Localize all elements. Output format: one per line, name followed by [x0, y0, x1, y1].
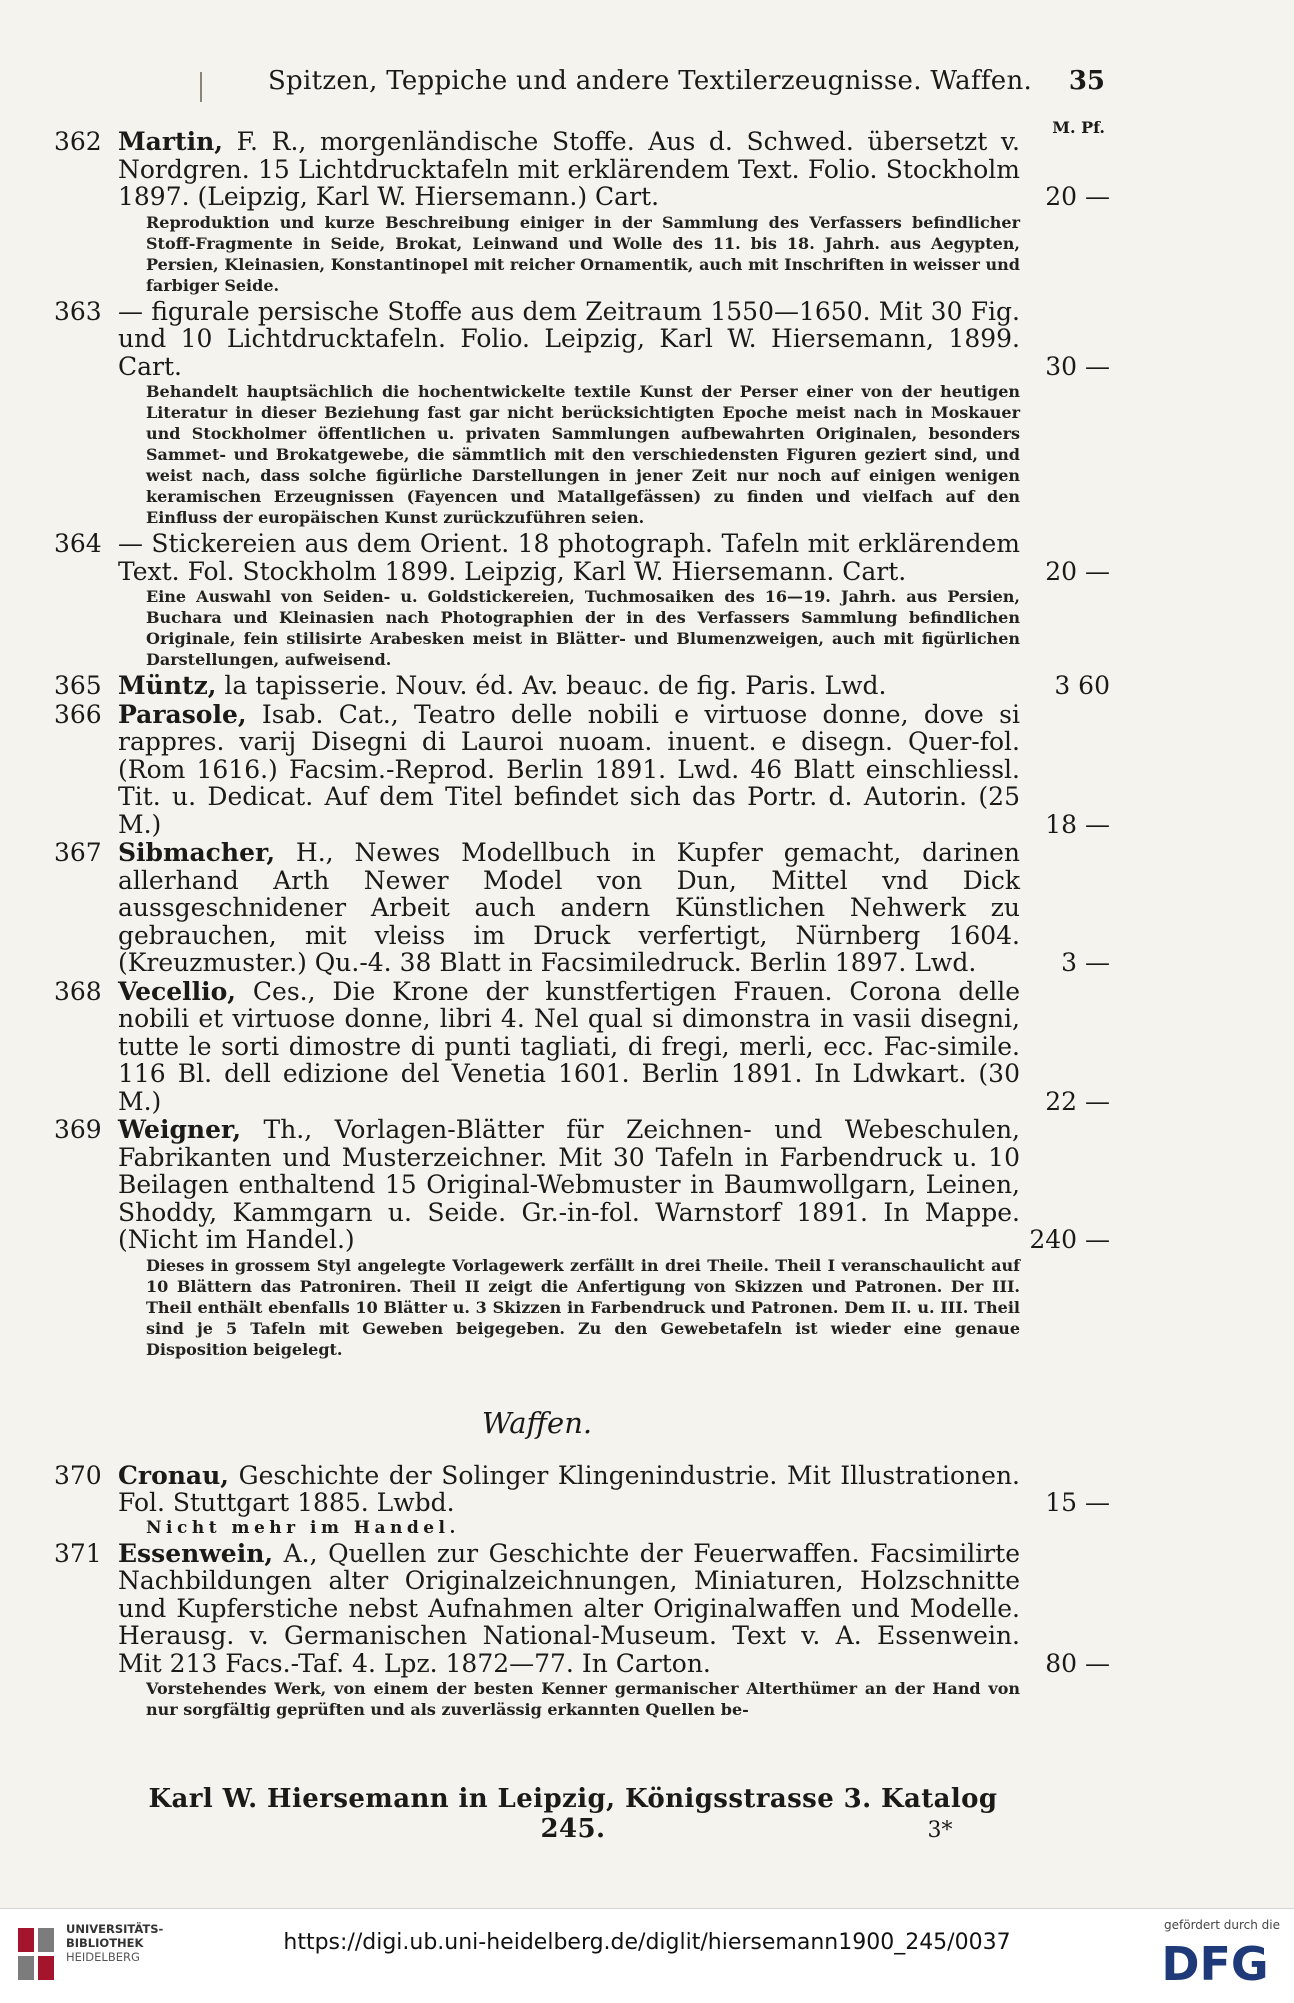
entry-price: 18 —	[1045, 809, 1110, 839]
catalog-entries	[54, 128, 1110, 1722]
entry-note: Reproduktion und kurze Beschreibung einiger in der Sammlung des Verfassers befindlicher Stoff-Fragmente in Seide, Brokat, Leinwand und Wolle des 11. bis 18. Jahrh. aus Aegypten, Persien, Kleinasien, Konstantinopel mit reicher Ornamentik, auch mit Inschriften in weisser und farbiger Seide.	[146, 212, 1020, 295]
running-title: Spitzen, Teppiche und andere Textilerzeugnisse. Waffen.	[267, 66, 1033, 96]
entry-number: 367	[54, 838, 102, 867]
entry-price: 80 —	[1045, 1648, 1110, 1678]
signature-mark: 3*	[927, 1818, 953, 1843]
entry-author: Müntz,	[118, 671, 217, 700]
catalog-entry	[54, 298, 1110, 381]
dfg-logo[interactable]	[1150, 1936, 1280, 1988]
catalog-entry	[54, 978, 1110, 1116]
catalog-entry	[54, 701, 1110, 839]
entry-text: la tapisserie. Nouv. éd. Av. beauc. de fig. Paris. Lwd.	[216, 671, 887, 700]
entry-text: Isab. Cat., Teatro delle nobili e virtuose donne, dove si rappres. varij Disegni di Lauroi nuoam. inuent. e disegn. Quer-fol. (Rom 1616.) Facsim.-Reprod. Berlin 1891. Lwd. 46 Blatt einschliessl. Tit. u. Dedicat. Auf dem Titel befindet sich das Portr. d. Autorin. (25 M.)	[118, 699, 1020, 839]
entry-note: Vorstehendes Werk, von einem der besten Kenner germanischer Alterthümer an der Hand von nur sorgfältig geprüften und als zuverlässig erkannten Quellen be-	[146, 1679, 1020, 1719]
entry-text: A., Quellen zur Geschichte der Feuerwaffen. Facsimilirte Nachbildungen alter Originalzeichnungen, Miniaturen, Holzschnitte und Kupferstiche nebst Aufnahmen alter Originalwaffen und Modelle. Herausg. v. Germanischen National-Museum. Text v. A. Essenwein. Mit 213 Facs.-Taf. 4. Lpz. 1872—77. In Carton.	[118, 1538, 1020, 1678]
entry-number: 365	[54, 671, 102, 700]
entry-author: Parasole,	[118, 699, 247, 729]
entry-author: Weigner,	[118, 1115, 242, 1144]
entry-text: F. R., morgenländische Stoffe. Aus d. Schwed. übersetzt v. Nordgren. 15 Lichtdrucktafeln mit erklärendem Text. Folio. Stockholm 1897. (Leipzig, Karl W. Hiersemann.) Cart.	[118, 127, 1020, 211]
entry-author: Vecellio,	[118, 976, 237, 1006]
entry-text: Th., Vorlagen-Blätter für Zeichnen- und Webeschulen, Fabrikanten und Musterzeichner. Mit 30 Tafeln in Farbendruck u. 10 Beilagen enthaltend 15 Original-Webmuster in Baumwollgarn, Leinen, Shoddy, Kammgarn u. Seide. Gr.-in-fol. Warnstorf 1891. In Mappe. (Nicht im Handel.)	[118, 1115, 1020, 1254]
entry-text: Ces., Die Krone der kunstfertigen Frauen. Corona delle nobili et virtuose donne, libri 4. Nel qual si dimonstra in vasii disegni, tutte le sorti dimostre di punti tagliati, di fregi, merli, ecc. Fac-simile. 116 Bl. dell edizione del Venetia 1601. Berlin 1891. In Ldwkart. (30 M.)	[118, 976, 1020, 1116]
entry-text: Geschichte der Solinger Klingenindustrie. Mit Illustrationen. Fol. Stuttgart 1885. Lwbd.	[118, 1460, 1020, 1517]
sponsor-label: gefördert durch die	[1164, 1918, 1280, 1932]
library-name-line: BIBLIOTHEK	[66, 1936, 144, 1950]
library-name-line: HEIDELBERG	[66, 1950, 140, 1964]
library-name[interactable]	[66, 1922, 206, 1964]
entry-note: Behandelt hauptsächlich die hochentwickelte textile Kunst der Perser einer von der heutigen Literatur in dieser Beziehung fast gar nicht berücksichtigten Epoche meist nach in Moskauer und Stockholmer öffentlichen u. privaten Sammlungen aufbewahrten Originalen, besonders Sammet- und Brokatgewebe, die sämmtlich mit den verschiedensten Figuren geziert sind, und weist nach, dass solche figürliche Darstellungen in jener Zeit nur noch auf einigen wenigen keramischen Erzeugnissen (Fayencen und Matallgefässen) zu finden und vielfach auf den Einfluss der europäischen Kunst zurückzuführen seien.	[146, 382, 1020, 527]
entry-text: — figurale persische Stoffe aus dem Zeitraum 1550—1650. Mit 30 Fig. und 10 Lichtdrucktafeln. Folio. Leipzig, Karl W. Hiersemann, 1899. Cart.	[118, 296, 1020, 381]
publisher-footer: Karl W. Hiersemann in Leipzig, Königsstrasse 3. Katalog 245.	[148, 1784, 998, 1844]
dfg-logo-text: DFG	[1161, 1937, 1269, 1988]
entry-note: Nicht mehr im Handel.	[146, 1517, 460, 1538]
entry-text: — Stickereien aus dem Orient. 18 photograph. Tafeln mit erklärendem Text. Fol. Stockholm 1899. Leipzig, Karl W. Hiersemann. Cart.	[118, 529, 1020, 586]
permalink-url[interactable]: https://digi.ub.uni-heidelberg.de/diglit/hiersemann1900_245/0037	[283, 1930, 1011, 1955]
entry-author: Essenwein,	[118, 1538, 274, 1568]
entry-note: Eine Auswahl von Seiden- u. Goldstickereien, Tuchmosaiken des 16—19. Jahrh. aus Persien, Buchara und Kleinasien nach Photographien der in des Verfassers Sammlung befindlichen Originale, fein stilisirte Arabesken meist in Blätter- und Blumenzweigen, auch mit figürlichen Darstellungen, aufweisend.	[146, 587, 1020, 669]
entry-author: Sibmacher,	[118, 838, 276, 867]
entry-text: H., Newes Modellbuch in Kupfer gemacht, darinen allerhand Arth Newer Model von Dun, Mittel vnd Dick aussgeschnidener Arbeit auch andern Künstlichen Nehwerk zu gebrauchen, mit vleiss im Druck verfertigt, Nürnberg 1604. (Kreuzmuster.) Qu.-4. 38 Blatt in Facsimiledruck. Berlin 1897. Lwd.	[118, 838, 1020, 977]
entry-price: 22 —	[1045, 1086, 1110, 1116]
entry-price: 3 —	[1061, 948, 1110, 977]
catalog-entry	[54, 530, 1110, 585]
price-column-head: M. Pf.	[1052, 118, 1105, 137]
entry-author: Martin,	[118, 127, 223, 156]
catalog-entry	[54, 1116, 1110, 1254]
entry-number: 364	[54, 529, 102, 558]
entry-number: 371	[54, 1538, 102, 1568]
entry-number: 366	[54, 699, 102, 729]
entry-price: 30 —	[1045, 351, 1110, 381]
entry-price: 15 —	[1045, 1488, 1110, 1517]
catalog-entry	[54, 128, 1110, 211]
entry-number: 369	[54, 1115, 102, 1144]
entry-number: 370	[54, 1460, 102, 1490]
section-heading: Waffen.	[481, 1405, 593, 1440]
entry-price: 20 —	[1045, 556, 1110, 586]
entry-author: Cronau,	[118, 1460, 229, 1490]
university-seal-icon	[16, 1924, 56, 1984]
catalog-entry	[54, 1540, 1110, 1678]
entry-number: 362	[54, 127, 102, 156]
catalog-entry	[54, 839, 1110, 977]
catalog-entry	[54, 1462, 1110, 1517]
entry-price: 3 60	[1054, 671, 1110, 700]
entry-note: Dieses in grossem Styl angelegte Vorlagewerk zerfällt in drei Theile. Theil I veranschaulicht auf 10 Blättern das Patroniren. Theil II zeigt die Anfertigung von Skizzen und Patronen. Der III. Theil enthält ebenfalls 10 Blätter u. 3 Skizzen in Farbendruck und Patronen. Dem II. u. III. Theil sind je 5 Tafeln mit Geweben beigegeben. Zu den Gewebetafeln ist wieder eine genaue Disposition beigelegt.	[146, 1255, 1020, 1359]
page-number: 35	[1068, 66, 1105, 96]
entry-price: 240 —	[1029, 1225, 1110, 1254]
entry-number: 368	[54, 976, 102, 1006]
library-name-line: UNIVERSITÄTS-	[66, 1922, 164, 1936]
entry-number: 363	[54, 296, 102, 326]
catalog-entry	[54, 672, 1110, 700]
entry-price: 20 —	[1045, 182, 1110, 211]
